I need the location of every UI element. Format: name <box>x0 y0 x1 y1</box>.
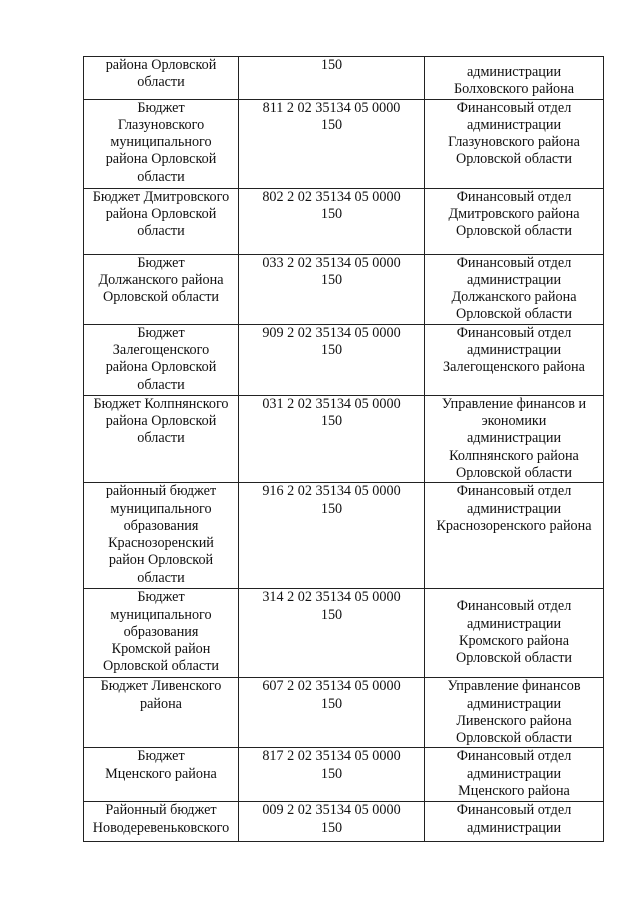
code-cell <box>239 324 425 395</box>
budget-cell <box>84 589 239 678</box>
budget-cell <box>84 802 239 842</box>
budget-code: 009 2 02 35134 05 0000 150 <box>262 802 401 836</box>
budget-name: Бюджет муниципального образования Кромской район Орловской области <box>102 589 220 675</box>
budget-cell <box>84 99 239 188</box>
code-cell <box>239 589 425 678</box>
table-row <box>84 678 604 748</box>
budget-code: 817 2 02 35134 05 0000 150 <box>262 748 401 782</box>
admin-cell <box>425 678 604 748</box>
budget-name: Бюджет Мценского района <box>105 748 217 782</box>
admin-cell <box>425 188 604 254</box>
administrator-name: Финансовый отдел администрации Залегощенского района <box>443 324 585 376</box>
table-row <box>84 254 604 324</box>
code-cell <box>239 57 425 100</box>
admin-cell <box>425 395 604 482</box>
code-cell <box>239 254 425 324</box>
budget-name: Бюджет Залегощенского района Орловской области <box>105 324 217 393</box>
budget-code: 802 2 02 35134 05 0000 150 <box>262 188 401 222</box>
table-row <box>84 324 604 395</box>
budget-name: Районный бюджет Новодеревеньковского <box>92 802 230 836</box>
admin-cell <box>425 254 604 324</box>
code-cell <box>239 748 425 802</box>
budget-code: 811 2 02 35134 05 0000 150 <box>262 99 401 133</box>
administrator-name: Финансовый отдел администрации Краснозоренского района <box>436 483 592 534</box>
admin-cell <box>425 324 604 395</box>
table-row <box>84 483 604 589</box>
budget-table <box>83 56 604 842</box>
table-row <box>84 57 604 100</box>
budget-code: 031 2 02 35134 05 0000 150 <box>262 395 401 430</box>
table-row <box>84 802 604 842</box>
budget-name: Бюджет Колпнянского района Орловской области <box>93 395 229 447</box>
budget-code: 607 2 02 35134 05 0000 150 <box>262 678 401 712</box>
budget-name: Бюджет Глазуновского муниципального района Орловской области <box>105 99 217 185</box>
admin-cell <box>425 483 604 589</box>
administrator-name: Финансовый отдел администрации Глазуновского района Орловской области <box>448 99 580 168</box>
budget-code: 916 2 02 35134 05 0000 150 <box>262 483 401 517</box>
table-row <box>84 395 604 482</box>
administrator-name: Финансовый отдел администрации Кромского района Орловской области <box>455 598 573 667</box>
administrator-name: Финансовый отдел администрации <box>456 802 572 836</box>
administrator-name: Финансовый отдел администрации Мценского района <box>456 748 572 800</box>
budget-code: 314 2 02 35134 05 0000 150 <box>262 589 401 623</box>
admin-cell <box>425 57 604 100</box>
administrator-name: Финансовый отдел администрации Должанского района Орловской области <box>451 254 577 323</box>
administrator-name: Финансовый отдел Дмитровского района Орловской области <box>448 188 580 240</box>
code-cell <box>239 395 425 482</box>
budget-cell <box>84 748 239 802</box>
budget-name: Бюджет Должанского района Орловской области <box>98 254 224 306</box>
code-cell <box>239 678 425 748</box>
administrator-name: администрации Болховского района <box>453 64 575 98</box>
administrator-name: Управление финансов и экономики администрации Колпнянского района Орловской области <box>441 395 587 481</box>
budget-code: 909 2 02 35134 05 0000 150 <box>262 324 401 359</box>
budget-cell <box>84 254 239 324</box>
budget-cell <box>84 188 239 254</box>
administrator-name: Управление финансов администрации Ливенского района Орловской области <box>447 678 581 747</box>
table-row <box>84 748 604 802</box>
admin-cell <box>425 99 604 188</box>
budget-cell <box>84 324 239 395</box>
code-cell <box>239 99 425 188</box>
code-cell <box>239 802 425 842</box>
budget-cell <box>84 57 239 100</box>
budget-code: 033 2 02 35134 05 0000 150 <box>262 254 401 288</box>
table-row <box>84 188 604 254</box>
admin-cell <box>425 589 604 678</box>
table-row <box>84 589 604 678</box>
admin-cell <box>425 748 604 802</box>
budget-cell <box>84 483 239 589</box>
table-row <box>84 99 604 188</box>
budget-code: 150 <box>320 57 343 73</box>
budget-cell <box>84 395 239 482</box>
budget-cell <box>84 678 239 748</box>
admin-cell <box>425 802 604 842</box>
code-cell <box>239 483 425 589</box>
budget-name: Бюджет Дмитровского района Орловской области <box>92 188 230 240</box>
budget-name: районный бюджет муниципального образования Краснозоренский район Орловской области <box>105 483 217 586</box>
budget-name: Бюджет Ливенского района <box>100 678 222 712</box>
code-cell <box>239 188 425 254</box>
budget-name: района Орловской области <box>105 57 217 91</box>
